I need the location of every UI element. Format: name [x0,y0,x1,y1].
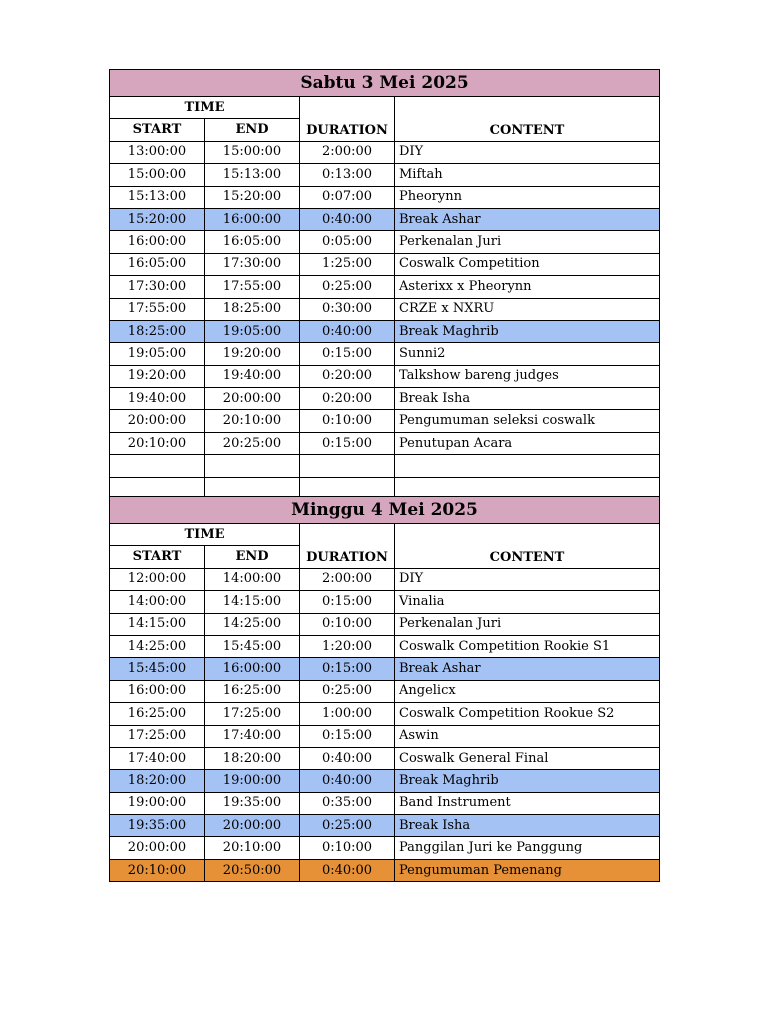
duration-cell: 0:15:00 [300,343,395,365]
content-cell: Break Isha [395,388,660,410]
start-time-cell: 14:25:00 [110,635,205,657]
schedule-row [110,837,660,859]
content-cell: Break Maghrib [395,320,660,342]
end-time-cell: 20:10:00 [205,837,300,859]
duration-cell: 0:15:00 [300,725,395,747]
start-time-cell: 19:35:00 [110,815,205,837]
content-cell: Coswalk Competition Rookie S1 [395,635,660,657]
end-header: END [205,546,300,568]
end-time-cell: 15:13:00 [205,164,300,186]
content-cell: Perkenalan Juri [395,613,660,635]
end-time-cell: 14:00:00 [205,568,300,590]
time-header: TIME [110,97,300,119]
duration-header: DURATION [300,524,395,569]
end-time-cell: 20:50:00 [205,859,300,881]
start-time-cell: 16:05:00 [110,253,205,275]
content-header: CONTENT [395,524,660,569]
day-title-row [110,497,660,524]
duration-cell: 0:40:00 [300,770,395,792]
time-header: TIME [110,524,300,546]
start-time-cell: 15:00:00 [110,164,205,186]
schedule-row [110,859,660,881]
end-time-cell: 17:55:00 [205,276,300,298]
start-time-cell: 15:45:00 [110,658,205,680]
duration-cell: 0:40:00 [300,747,395,769]
start-time-cell: 18:25:00 [110,320,205,342]
end-header: END [205,119,300,141]
duration-cell: 0:15:00 [300,658,395,680]
start-time-cell: 17:40:00 [110,747,205,769]
content-cell: Penutupan Acara [395,432,660,454]
duration-cell: 0:15:00 [300,591,395,613]
start-time-cell: 12:00:00 [110,568,205,590]
start-time-cell: 18:20:00 [110,770,205,792]
schedule-row [110,186,660,208]
end-time-cell: 16:00:00 [205,658,300,680]
content-cell: Sunni2 [395,343,660,365]
end-time-cell: 19:35:00 [205,792,300,814]
start-time-cell: 15:13:00 [110,186,205,208]
end-time-cell: 20:10:00 [205,410,300,432]
header-row-top [110,524,660,546]
schedule-row [110,320,660,342]
end-time-cell: 15:20:00 [205,186,300,208]
start-time-cell: 15:20:00 [110,208,205,230]
content-cell: Pengumuman seleksi coswalk [395,410,660,432]
content-cell: Coswalk Competition Rookue S2 [395,703,660,725]
start-time-cell: 17:30:00 [110,276,205,298]
content-cell: Angelicx [395,680,660,702]
end-time-cell: 15:00:00 [205,141,300,163]
duration-cell: 0:15:00 [300,432,395,454]
start-time-cell: 16:00:00 [110,231,205,253]
schedule-row [110,613,660,635]
duration-cell: 0:30:00 [300,298,395,320]
start-time-cell: 16:00:00 [110,680,205,702]
schedule-row [110,747,660,769]
content-cell: Asterixx x Pheorynn [395,276,660,298]
schedule-row [110,591,660,613]
schedule-row [110,432,660,454]
end-time-cell: 19:40:00 [205,365,300,387]
start-time-cell: 20:10:00 [110,859,205,881]
content-cell: Panggilan Juri ke Panggung [395,837,660,859]
duration-cell: 0:40:00 [300,208,395,230]
duration-cell: 0:10:00 [300,613,395,635]
end-time-cell: 20:00:00 [205,815,300,837]
duration-cell: 0:25:00 [300,680,395,702]
start-time-cell: 20:00:00 [110,410,205,432]
duration-cell: 0:20:00 [300,388,395,410]
content-header: CONTENT [395,97,660,142]
schedule-row [110,164,660,186]
duration-cell: 0:25:00 [300,276,395,298]
schedule-row [110,231,660,253]
schedule-row [110,770,660,792]
duration-cell: 0:13:00 [300,164,395,186]
start-time-cell: 17:55:00 [110,298,205,320]
schedule-row [110,792,660,814]
end-time-cell: 20:25:00 [205,432,300,454]
start-time-cell: 19:00:00 [110,792,205,814]
end-time-cell [205,455,300,477]
duration-cell: 0:35:00 [300,792,395,814]
content-cell [395,455,660,477]
schedule-row [110,208,660,230]
content-cell: Talkshow bareng judges [395,365,660,387]
start-header: START [110,119,205,141]
end-time-cell: 16:00:00 [205,208,300,230]
content-cell: Break Maghrib [395,770,660,792]
schedule-row [110,455,660,477]
end-time-cell: 14:15:00 [205,591,300,613]
content-cell: Break Ashar [395,208,660,230]
start-time-cell: 20:00:00 [110,837,205,859]
schedule-row [110,410,660,432]
start-time-cell: 14:15:00 [110,613,205,635]
day-title: Minggu 4 Mei 2025 [110,497,660,524]
duration-cell: 0:25:00 [300,815,395,837]
schedule-row [110,343,660,365]
schedule-row [110,568,660,590]
start-time-cell: 16:25:00 [110,703,205,725]
schedule-row [110,635,660,657]
schedule-table-day-1 [109,69,660,500]
content-cell: DIY [395,568,660,590]
start-time-cell: 14:00:00 [110,591,205,613]
schedule-row [110,725,660,747]
start-time-cell: 13:00:00 [110,141,205,163]
duration-cell: 1:20:00 [300,635,395,657]
schedule-row [110,365,660,387]
duration-cell: 0:07:00 [300,186,395,208]
content-cell: Miftah [395,164,660,186]
duration-cell: 0:20:00 [300,365,395,387]
schedule-row [110,253,660,275]
duration-header: DURATION [300,97,395,142]
end-time-cell: 15:45:00 [205,635,300,657]
end-time-cell: 14:25:00 [205,613,300,635]
content-cell: Pengumuman Pemenang [395,859,660,881]
end-time-cell: 19:05:00 [205,320,300,342]
duration-cell: 2:00:00 [300,568,395,590]
schedule-row [110,141,660,163]
content-cell: Perkenalan Juri [395,231,660,253]
duration-cell: 0:10:00 [300,410,395,432]
content-cell: Band Instrument [395,792,660,814]
duration-cell: 0:10:00 [300,837,395,859]
duration-cell: 1:25:00 [300,253,395,275]
schedule-table-day-2 [109,496,660,882]
schedule-row [110,703,660,725]
content-cell: Break Ashar [395,658,660,680]
day-title: Sabtu 3 Mei 2025 [110,70,660,97]
start-time-cell [110,455,205,477]
content-cell: Break Isha [395,815,660,837]
end-time-cell: 17:30:00 [205,253,300,275]
duration-cell: 1:00:00 [300,703,395,725]
end-time-cell: 16:25:00 [205,680,300,702]
start-header: START [110,546,205,568]
content-cell: Coswalk General Final [395,747,660,769]
header-row-top [110,97,660,119]
schedule-row [110,276,660,298]
end-time-cell: 19:20:00 [205,343,300,365]
duration-cell: 0:40:00 [300,320,395,342]
end-time-cell: 17:40:00 [205,725,300,747]
end-time-cell: 18:25:00 [205,298,300,320]
content-cell: Aswin [395,725,660,747]
day-1-body [110,70,660,500]
start-time-cell: 17:25:00 [110,725,205,747]
schedule-row [110,388,660,410]
schedule-row [110,680,660,702]
start-time-cell: 19:40:00 [110,388,205,410]
content-cell: CRZE x NXRU [395,298,660,320]
content-cell: DIY [395,141,660,163]
content-cell: Vinalia [395,591,660,613]
day-2-body [110,497,660,882]
end-time-cell: 18:20:00 [205,747,300,769]
content-cell: Coswalk Competition [395,253,660,275]
schedule-row [110,298,660,320]
start-time-cell: 19:05:00 [110,343,205,365]
duration-cell: 0:05:00 [300,231,395,253]
start-time-cell: 19:20:00 [110,365,205,387]
duration-cell [300,455,395,477]
duration-cell: 2:00:00 [300,141,395,163]
schedule-row [110,815,660,837]
duration-cell: 0:40:00 [300,859,395,881]
start-time-cell: 20:10:00 [110,432,205,454]
end-time-cell: 19:00:00 [205,770,300,792]
schedule-row [110,658,660,680]
end-time-cell: 20:00:00 [205,388,300,410]
end-time-cell: 16:05:00 [205,231,300,253]
end-time-cell: 17:25:00 [205,703,300,725]
day-title-row [110,70,660,97]
content-cell: Pheorynn [395,186,660,208]
